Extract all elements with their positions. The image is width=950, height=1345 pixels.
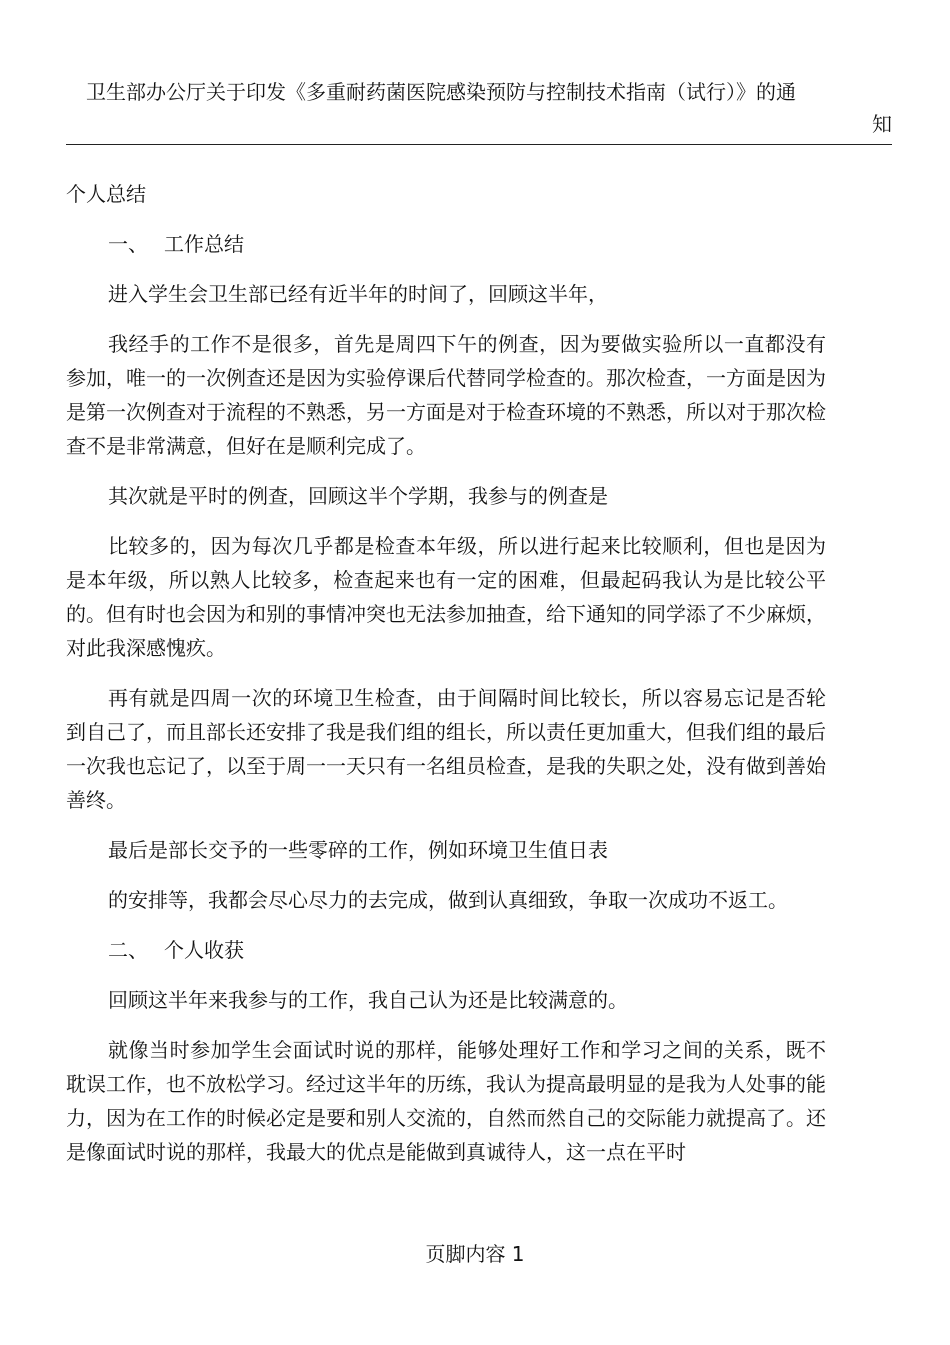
paragraph: 我经手的工作不是很多，首先是周四下午的例查，因为要做实验所以一直都没有参加，唯一的一次例查还是因为实验停课后代替同学检查的。那次检查，一方面是因为是第一次例查对于流程的不熟悉，另一方面是对于检查环境的不熟悉，所以对于那次检查不是非常满意，但好在是顺利完成了。: [66, 332, 826, 458]
paragraph: 的安排等，我都会尽心尽力的去完成，做到认真细致，争取一次成功不返工。: [108, 888, 788, 912]
paragraph: 回顾这半年来我参与的工作，我自己认为还是比较满意的。: [108, 988, 628, 1012]
header-title-line-2: 知: [872, 112, 892, 136]
paragraph: 比较多的，因为每次几乎都是检查本年级，所以进行起来比较顺利，但也是因为是本年级，所以熟人比较多，检查起来也有一定的困难，但最起码我认为是比较公平的。但有时也会因为和别的事情冲突也无法参加抽查，给下通知的同学添了不少麻烦，对此我深感愧疚。: [66, 534, 826, 660]
section-title: 个人收获: [164, 938, 244, 962]
paragraph: 其次就是平时的例查，回顾这半个学期，我参与的例查是: [108, 484, 608, 508]
page-footer: 页脚内容 1: [425, 1242, 525, 1266]
section-number: 二、: [108, 938, 148, 962]
header-divider: [66, 144, 892, 145]
header-title-line-1: 卫生部办公厅关于印发《多重耐药菌医院感染预防与控制技术指南（试行）》的通: [86, 80, 796, 104]
paragraph: 进入学生会卫生部已经有近半年的时间了，回顾这半年，: [108, 282, 608, 306]
paragraph: 就像当时参加学生会面试时说的那样，能够处理好工作和学习之间的关系，既不耽误工作，也不放松学习。经过这半年的历练，我认为提高最明显的是我为人处事的能力，因为在工作的时候必定是要和别人交流的，自然而然自己的交际能力就提高了。还是像面试时说的那样，我最大的优点是能做到真诚待人，这一点在平时: [66, 1038, 826, 1164]
section-heading-work-summary: [66, 227, 826, 261]
page-header: [66, 76, 892, 140]
document-body: [66, 177, 826, 1185]
section-heading-personal-gains: [66, 933, 826, 967]
section-number: 一、: [108, 232, 148, 256]
paragraph: 再有就是四周一次的环境卫生检查，由于间隔时间比较长，所以容易忘记是否轮到自己了，而且部长还安排了我是我们组的组长，所以责任更加重大，但我们组的最后一次我也忘记了，以至于周一一天只有一名组员检查，是我的失职之处，没有做到善始善终。: [66, 686, 826, 812]
document-title: 个人总结: [66, 182, 146, 206]
section-title: 工作总结: [164, 232, 244, 256]
paragraph: 最后是部长交予的一些零碎的工作，例如环境卫生值日表: [108, 838, 608, 862]
